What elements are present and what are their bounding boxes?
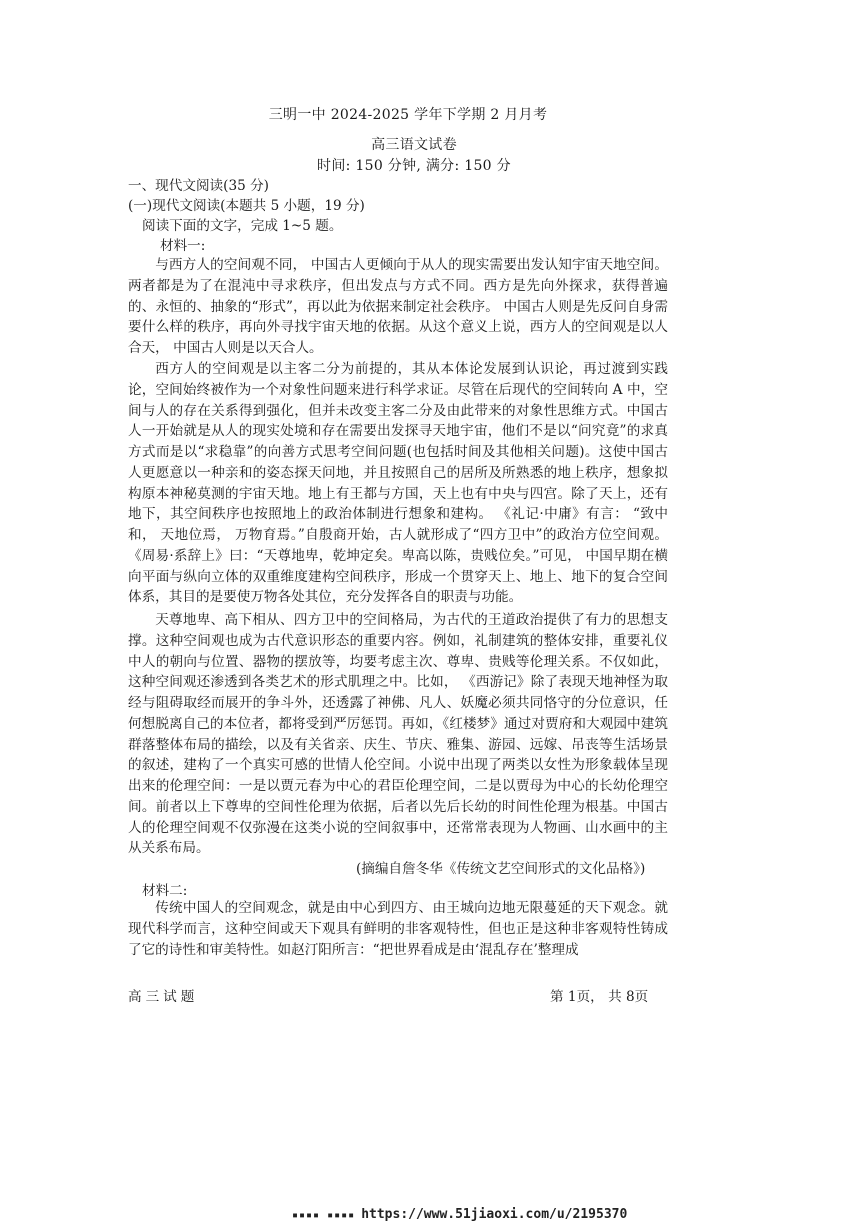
reading-instruction: 阅读下面的文字，完成 1~5 题。 xyxy=(142,218,343,234)
paragraph-3-text: 天尊地卑、高下相从、四方卫中的空间格局，为古代的王道政治提供了有力的思想支撑。这种空间观也成为古代意识形态的重要内容。例如，礼制建筑的整体安排，重要礼仪中人的朝向与位置、器物的摆放等，均要考虑主次、尊卑、贵贱等伦理关系。不仅如此，这种空间观还渗透到各类艺术的形式肌理之中。比如， 《西游记》除了表现天地神怪为取经与阻碍取经而展开的争斗外，还透露了神佛、凡人、妖魔必须共同恪守的分位意识，任何想脱离自己的本位者，都将受到严厉惩罚。再如，《红楼梦》通过对贾府和大观园中建筑群落整体布局的描绘，以及有关省亲、庆生、节庆、雅集、游园、远嫁、吊丧等生活场景的叙述，建构了一个真实可感的世情人伦空间。小说中出现了两类以女性为形象载体呈现出来的伦理空间：一是以贾元春为中心的君臣伦理空间，二是以贾母为中心的长幼伦理空间。前者以上下尊卑的空间性伦理为依据，后者以先后长幼的时间性伦理为根基。中国古人的伦理空间观不仅弥漫在这类小说的空间叙事中，还常常表现为人物画、山水画中的主从关系布局。 xyxy=(128,612,668,857)
footer-label: 高三试题 xyxy=(128,989,199,1005)
page-number: 第 1页， 共 8页 xyxy=(550,989,649,1005)
paragraph-4-text: 传统中国人的空间观念，就是由中心到四方、由王城向边地无限蔓延的天下观念。就现代科学而言，这种空间或天下观具有鲜明的非客观特性，但也正是这种非客观特性铸成了它的诗性和审美特性。如赵汀阳所言：“把世界看成是由‘混乱存在’整理成 xyxy=(128,900,668,958)
paragraph-4 xyxy=(128,898,668,960)
paragraph-3 xyxy=(128,610,668,859)
material1-label: 材料一: xyxy=(160,238,206,254)
source-citation: (摘编自詹冬华《传统文艺空间形式的文化品格》) xyxy=(356,861,646,877)
time-info: 时间: 150 分钟, 满分: 150 分 xyxy=(317,158,511,174)
watermark-mark-icon: ▪▪▪▪ ▪▪▪▪ xyxy=(292,1210,356,1221)
section-heading-part1a: (一)现代文阅读(本题共 5 小题，19 分) xyxy=(128,198,365,214)
paragraph-1 xyxy=(128,255,668,359)
paragraph-2-text: 西方人的空间观是以主客二分为前提的，其从本体论发展到认识论，再过渡到实践论，空间始终被作为一个对象性问题来进行科学求证。尽管在后现代的空间转向 A 中，空间与人的存在关系得到强化，但并未改变主客二分及由此带来的对象性思维方式。中国古人一开始就是从人的现实处境和存在需要出发探寻天地宇宙，他们不是以“问究竟”的求真方式而是以“求稳靠”的向善方式思考空间问题(也包括时间及其他相关问题)。这使中国古人更愿意以一种亲和的姿态探天问地，并且按照自己的居所及所熟悉的地上秩序，想象拟构原本神秘莫测的宇宙天地。地上有王都与方国，天上也有中央与四宫。除了天上，还有地下，其空间秩序也按照地上的政治体制进行想象和建构。 《礼记·中庸》有言： “致中和， 天地位焉， 万物育焉。”自殷商开始，古人就形成了“四方卫中”的政治方位空间观。 《周易·系辞上》曰：“天尊地卑，乾坤定矣。卑高以陈，贵贱位矣。”可见， 中国早期在横向平面与纵向立体的双重维度建构空间秩序，形成一个贯穿天上、地上、地下的复合空间体系，其目的是要使万物各处其位，充分发挥各自的职责与功能。 xyxy=(128,361,668,606)
paragraph-1-text: 与西方人的空间观不同， 中国古人更倾向于从人的现实需要出发认知宇宙天地空间。两者都是为了在混沌中寻求秩序，但出发点与方式不同。西方是先向外探求，获得普遍的、永恒的、抽象的“形式”，再以此为依据来制定社会秩序。 中国古人则是先反问自身需要什么样的秩序，再向外寻找宇宙天地的依据。从这个意义上说，西方人的空间观是以人合天， 中国古人则是以天合人。 xyxy=(128,257,668,356)
exam-title: 三明一中 2024-2025 学年下学期 2 月月考 xyxy=(268,107,548,123)
paragraph-2 xyxy=(128,359,668,608)
section-heading-part1: 一、现代文阅读(35 分) xyxy=(128,178,269,194)
material2-label: 材料二: xyxy=(142,883,188,899)
watermark xyxy=(292,1207,627,1222)
subject-title: 高三语文试卷 xyxy=(371,137,457,153)
watermark-url: https://www.51jiaoxi.com/u/2195370 xyxy=(361,1207,628,1222)
